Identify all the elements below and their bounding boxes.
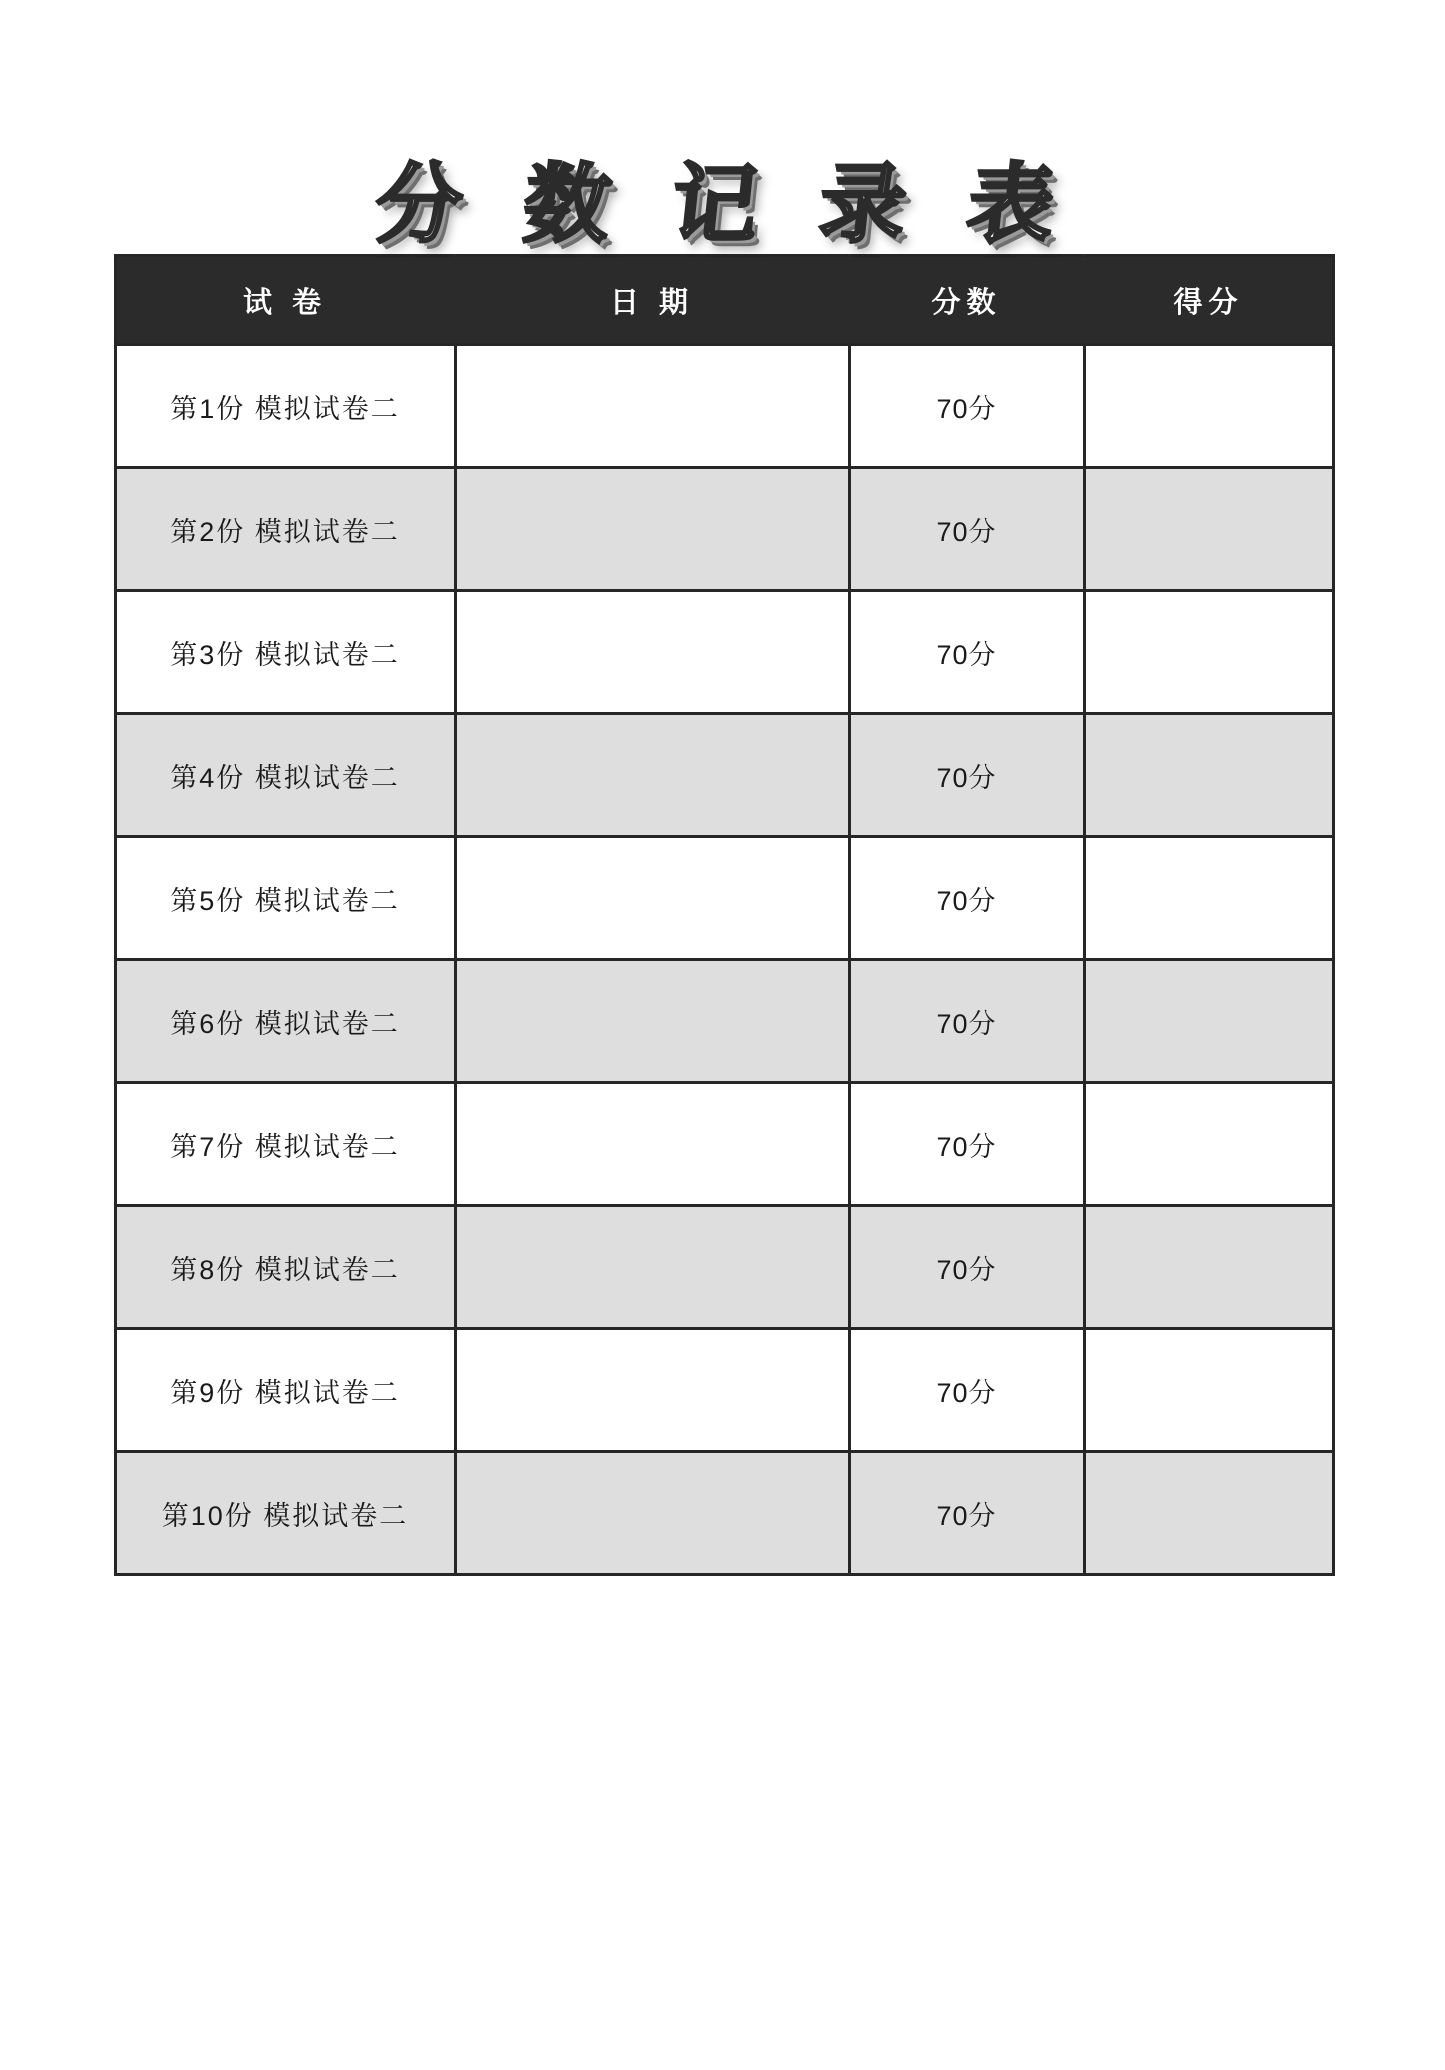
cell-mark[interactable] (1084, 1329, 1333, 1452)
cell-mark[interactable] (1084, 591, 1333, 714)
cell-paper: 第9份 模拟试卷二 (115, 1329, 455, 1452)
cell-mark[interactable] (1084, 468, 1333, 591)
column-header-score: 分数 (849, 256, 1084, 345)
table-row (115, 1083, 1333, 1206)
cell-date[interactable] (455, 1329, 849, 1452)
column-header-date: 日 期 (455, 256, 849, 345)
cell-date[interactable] (455, 1452, 849, 1575)
column-header-mark: 得分 (1084, 256, 1333, 345)
cell-score: 70分 (849, 591, 1084, 714)
table-row (115, 1452, 1333, 1575)
cell-score: 70分 (849, 714, 1084, 837)
cell-paper: 第10份 模拟试卷二 (115, 1452, 455, 1575)
table-header-row (115, 256, 1333, 345)
cell-score: 70分 (849, 1452, 1084, 1575)
table-row (115, 714, 1333, 837)
table-row (115, 1329, 1333, 1452)
document-page (0, 96, 1445, 2070)
table-header (115, 256, 1333, 345)
cell-score: 70分 (849, 1329, 1084, 1452)
cell-date[interactable] (455, 591, 849, 714)
cell-mark[interactable] (1084, 837, 1333, 960)
cell-paper: 第4份 模拟试卷二 (115, 714, 455, 837)
cell-score: 70分 (849, 1083, 1084, 1206)
score-record-table (114, 254, 1335, 1576)
table-row (115, 468, 1333, 591)
cell-date[interactable] (455, 714, 849, 837)
cell-score: 70分 (849, 960, 1084, 1083)
cell-mark[interactable] (1084, 1206, 1333, 1329)
cell-date[interactable] (455, 345, 849, 468)
cell-paper: 第1份 模拟试卷二 (115, 345, 455, 468)
cell-mark[interactable] (1084, 1452, 1333, 1575)
title-block (0, 96, 1445, 255)
cell-paper: 第7份 模拟试卷二 (115, 1083, 455, 1206)
cell-mark[interactable] (1084, 1083, 1333, 1206)
cell-date[interactable] (455, 837, 849, 960)
cell-date[interactable] (455, 1083, 849, 1206)
cell-date[interactable] (455, 1206, 849, 1329)
cell-paper: 第8份 模拟试卷二 (115, 1206, 455, 1329)
cell-paper: 第5份 模拟试卷二 (115, 837, 455, 960)
cell-score: 70分 (849, 345, 1084, 468)
score-table-container (114, 254, 1332, 1576)
cell-date[interactable] (455, 960, 849, 1083)
cell-paper: 第2份 模拟试卷二 (115, 468, 455, 591)
cell-score: 70分 (849, 1206, 1084, 1329)
table-row (115, 591, 1333, 714)
cell-paper: 第3份 模拟试卷二 (115, 591, 455, 714)
cell-paper: 第6份 模拟试卷二 (115, 960, 455, 1083)
table-row (115, 837, 1333, 960)
cell-mark[interactable] (1084, 960, 1333, 1083)
cell-score: 70分 (849, 837, 1084, 960)
table-row (115, 345, 1333, 468)
table-row (115, 1206, 1333, 1329)
column-header-paper: 试 卷 (115, 256, 455, 345)
cell-date[interactable] (455, 468, 849, 591)
page-title: 分 数 记 录 表 (370, 154, 1075, 255)
cell-mark[interactable] (1084, 345, 1333, 468)
cell-score: 70分 (849, 468, 1084, 591)
table-body (115, 345, 1333, 1575)
cell-mark[interactable] (1084, 714, 1333, 837)
table-row (115, 960, 1333, 1083)
